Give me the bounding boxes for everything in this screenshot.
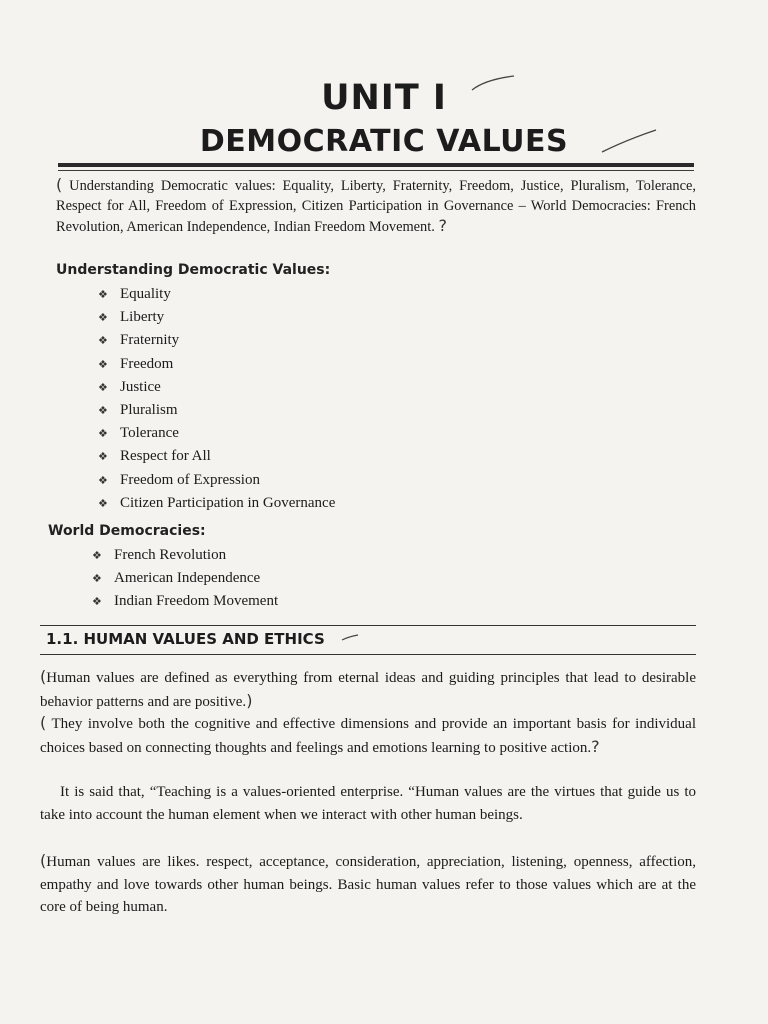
diamond-bullet-icon: ❖ <box>92 596 102 609</box>
bracket-mark: ( <box>40 667 47 686</box>
chapter-overview <box>56 175 696 238</box>
bracket-mark: ( <box>56 175 63 194</box>
list-item: ❖ Tolerance <box>98 422 335 445</box>
diamond-bullet-icon: ❖ <box>98 358 108 371</box>
diamond-bullet-icon: ❖ <box>98 289 108 301</box>
diamond-bullet-icon: ❖ <box>98 474 108 487</box>
world-democracies-heading: World Democracies: <box>48 523 206 539</box>
diamond-bullet-icon: ❖ <box>92 550 102 562</box>
list-item: ❖ Freedom of Expression <box>98 469 335 492</box>
title-rule <box>58 163 694 167</box>
list-item: ❖ Fraternity <box>98 329 335 352</box>
diamond-bullet-icon: ❖ <box>98 497 108 510</box>
diamond-bullet-icon: ❖ <box>98 381 108 394</box>
list-item: ❖ Respect for All <box>98 445 335 468</box>
diamond-bullet-icon: ❖ <box>98 428 108 441</box>
diamond-bullet-icon: ❖ <box>98 335 108 348</box>
list-item: ❖ Freedom <box>98 353 335 376</box>
unit-title: UNIT I <box>321 78 447 118</box>
section-rule-top <box>40 625 696 626</box>
diamond-bullet-icon: ❖ <box>98 404 108 417</box>
paragraph: It is said that, “Teaching is a values-oriented enterprise. “Human values are the virtues that guide us to take into account the human element when we interact with other human beings. <box>40 784 696 823</box>
chapter-title: DEMOCRATIC VALUES <box>199 124 569 159</box>
list-item: ❖ Justice <box>98 376 335 399</box>
list-item: ❖ French Revolution <box>92 544 278 567</box>
bracket-mark: ? <box>591 736 600 756</box>
list-item: ❖ Liberty <box>98 306 335 329</box>
pen-stroke-mark <box>340 630 360 644</box>
diamond-bullet-icon: ❖ <box>98 451 108 464</box>
democratic-values-list <box>98 283 335 515</box>
list-item: ❖ Citizen Participation in Governance <box>98 492 335 515</box>
list-item: ❖ American Independence <box>92 567 278 590</box>
diamond-bullet-icon: ❖ <box>92 573 102 586</box>
bracket-mark: ) <box>246 690 253 710</box>
bracket-mark: ( <box>40 851 47 870</box>
democratic-values-heading: Understanding Democratic Values: <box>56 262 331 278</box>
world-democracies-list <box>92 544 278 614</box>
list-item: ❖ Pluralism <box>98 399 335 422</box>
section-title: 1.1. HUMAN VALUES AND ETHICS <box>46 630 325 648</box>
bracket-mark: ? <box>438 216 447 235</box>
list-item: ❖ Indian Freedom Movement <box>92 590 278 613</box>
overview-text: Understanding Democratic values: Equality, Liberty, Fraternity, Freedom, Justice, Pluralism, Tolerance, Respect for All, Freedom of Expression, Citizen Participation in Governance – World Democracies: French Revolution, American Independence, Indian Freedom Movement. <box>56 178 696 235</box>
paragraph: ( They involve both the cognitive and effective dimensions and provide an important basis for individual choices based on connecting thoughts and feelings and emotions learning to positive action.? <box>40 713 697 756</box>
section-rule-bottom <box>40 654 696 655</box>
paragraph: (Human values are defined as everything from eternal ideas and guiding principles that lead to desirable behavior patterns and are positive.) <box>40 667 696 710</box>
paragraph: (Human values are likes. respect, acceptance, consideration, appreciation, listening, openness, affection, empathy and love towards other human beings. Basic human values refer to those values which are at the core of being human. <box>40 851 696 915</box>
diamond-bullet-icon: ❖ <box>98 312 108 325</box>
list-item: ❖ Equality <box>98 283 335 306</box>
bracket-mark: ( <box>40 713 47 732</box>
title-rule-thin <box>58 170 694 171</box>
